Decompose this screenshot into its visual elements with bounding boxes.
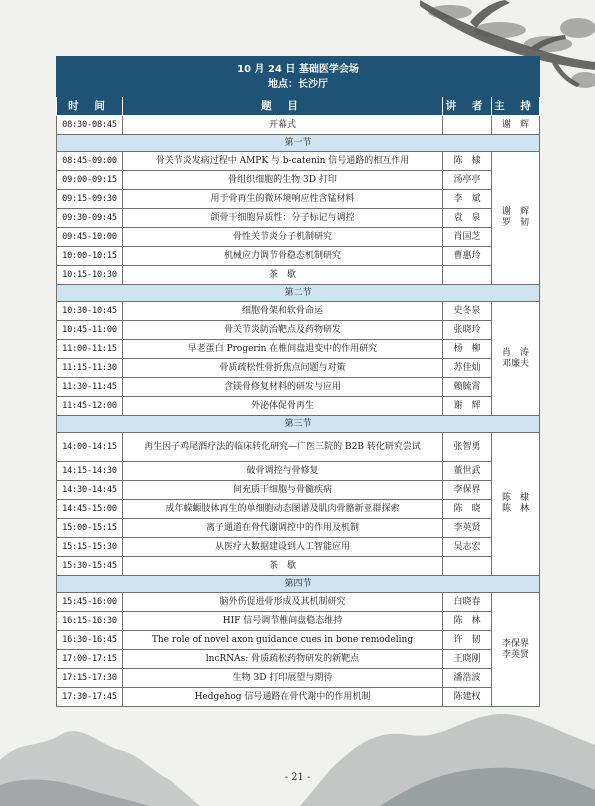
session-speaker: 苏佳灿 [443, 359, 492, 378]
session-time: 14:00-14:15 [57, 433, 123, 462]
session-row [57, 688, 540, 707]
session-row [57, 519, 540, 538]
session-speaker: 许 韧 [443, 631, 492, 650]
section-header-row [57, 285, 540, 302]
session-speaker: 陈 棣 [443, 152, 492, 171]
session-topic: 骨关节炎发病过程中 AMPK 与 b-catenin 信号通路的相互作用 [123, 152, 443, 171]
session-speaker: 陈 晓 [443, 500, 492, 519]
session-time: 15:45-16:00 [57, 593, 123, 612]
section-header-row [57, 135, 540, 152]
opening-time: 08:30-08:45 [57, 116, 123, 135]
session-speaker: 陈建权 [443, 688, 492, 707]
section-title: 第四节 [57, 576, 540, 593]
session-speaker: 赖毓霄 [443, 378, 492, 397]
section-host: 陈 棣 陈 林 [492, 433, 540, 576]
session-time: 08:45-09:00 [57, 152, 123, 171]
session-row [57, 462, 540, 481]
session-topic: The role of novel axon guidance cues in bone remodeling [123, 631, 443, 650]
session-speaker: 杨 柳 [443, 340, 492, 359]
section-header-row [57, 576, 540, 593]
session-time: 16:15-16:30 [57, 612, 123, 631]
session-row [57, 612, 540, 631]
session-topic: 早老蛋白 Progerin 在椎间盘退变中的作用研究 [123, 340, 443, 359]
session-row [57, 228, 540, 247]
section-host: 谢 辉 罗 韧 [492, 152, 540, 285]
session-time: 17:30-17:45 [57, 688, 123, 707]
session-speaker: 董世武 [443, 462, 492, 481]
session-speaker: 潘浩波 [443, 669, 492, 688]
session-row [57, 669, 540, 688]
session-topic: 茶 歇 [123, 266, 443, 285]
session-time: 10:45-11:00 [57, 321, 123, 340]
col-header-host: 主 持 [492, 97, 540, 116]
session-topic: 骨质疏松性骨折焦点问题与对策 [123, 359, 443, 378]
session-speaker: 张晓玲 [443, 321, 492, 340]
col-header-time: 时 间 [57, 97, 123, 116]
section-title: 第一节 [57, 135, 540, 152]
session-time: 09:15-09:30 [57, 190, 123, 209]
section-title: 第三节 [57, 416, 540, 433]
session-topic: 茶 歇 [123, 557, 443, 576]
session-speaker: 李保界 [443, 481, 492, 500]
session-time: 10:15-10:30 [57, 266, 123, 285]
session-row [57, 378, 540, 397]
session-row [57, 481, 540, 500]
session-topic: 细胞骨架和软骨命运 [123, 302, 443, 321]
session-topic: 离子通道在骨代谢调控中的作用及机制 [123, 519, 443, 538]
session-speaker: 谢 辉 [443, 397, 492, 416]
page-number: - 21 - [284, 772, 311, 783]
opening-row [57, 116, 540, 135]
session-time: 11:00-11:15 [57, 340, 123, 359]
section-title: 第二节 [57, 285, 540, 302]
section-host: 肖 涛 邓廉夫 [492, 302, 540, 416]
session-topic: HIF 信号调节椎间盘稳态维持 [123, 612, 443, 631]
session-time: 14:45-15:00 [57, 500, 123, 519]
session-topic: 颌骨干细胞异质性：分子标记与调控 [123, 209, 443, 228]
session-row [57, 631, 540, 650]
session-topic: lncRNAs: 骨质疏松药物研发的新靶点 [123, 650, 443, 669]
opening-host: 谢 辉 [492, 116, 540, 135]
col-header-speaker: 讲 者 [443, 97, 492, 116]
session-speaker: 袁 泉 [443, 209, 492, 228]
session-topic: 生物 3D 打印展望与期待 [123, 669, 443, 688]
session-speaker: 肖国芝 [443, 228, 492, 247]
session-time: 15:30-15:45 [57, 557, 123, 576]
session-time: 09:00-09:15 [57, 171, 123, 190]
session-topic: 成年蝾螈肢体再生的单细胞动态图谱及肌肉骨骼新亚群探索 [123, 500, 443, 519]
session-topic: 骨关节炎防治靶点及药物研发 [123, 321, 443, 340]
session-topic: 破骨调控与骨修复 [123, 462, 443, 481]
session-time: 15:15-15:30 [57, 538, 123, 557]
session-row [57, 209, 540, 228]
column-header-row [57, 97, 540, 116]
session-row [57, 500, 540, 519]
session-speaker: 白晓春 [443, 593, 492, 612]
date-venue-title: 10 月 24 日 基础医学会场 [237, 63, 359, 75]
session-time: 11:30-11:45 [57, 378, 123, 397]
section-header-row [57, 416, 540, 433]
session-topic: 骨组织细胞的生物 3D 打印 [123, 171, 443, 190]
session-topic: Hedgehog 信号通路在骨代谢中的作用机制 [123, 688, 443, 707]
location-title: 地点：长沙厅 [268, 78, 328, 90]
session-row [57, 593, 540, 612]
session-row [57, 171, 540, 190]
session-time: 10:00-10:15 [57, 247, 123, 266]
session-topic: 间充质干细胞与骨髓疾病 [123, 481, 443, 500]
session-speaker: 王晓刚 [443, 650, 492, 669]
session-time: 14:15-14:30 [57, 462, 123, 481]
session-topic: 脑外伤促进骨形成及其机制研究 [123, 593, 443, 612]
session-time: 14:30-14:45 [57, 481, 123, 500]
session-speaker: 陈 林 [443, 612, 492, 631]
session-time: 17:00-17:15 [57, 650, 123, 669]
session-speaker: 史冬泉 [443, 302, 492, 321]
session-row [57, 433, 540, 462]
session-row [57, 152, 540, 171]
session-time: 16:30-16:45 [57, 631, 123, 650]
session-row [57, 266, 540, 285]
session-topic: 从医疗大数据建设到人工智能应用 [123, 538, 443, 557]
session-row [57, 321, 540, 340]
session-row [57, 359, 540, 378]
session-time: 11:45-12:00 [57, 397, 123, 416]
session-speaker [443, 557, 492, 576]
session-speaker: 李 斌 [443, 190, 492, 209]
session-time: 10:30-10:45 [57, 302, 123, 321]
session-row [57, 538, 540, 557]
col-header-topic: 题 目 [123, 97, 443, 116]
session-speaker [443, 266, 492, 285]
session-speaker: 吴志宏 [443, 538, 492, 557]
session-time: 09:30-09:45 [57, 209, 123, 228]
session-topic: 再生因子鸡尾酒疗法的临床转化研究—广医三院的 B2B 转化研究尝试 [123, 433, 443, 462]
opening-speaker [443, 116, 492, 135]
session-time: 17:15-17:30 [57, 669, 123, 688]
schedule-table [56, 56, 540, 707]
session-time: 09:45-10:00 [57, 228, 123, 247]
schedule-title [57, 57, 540, 97]
session-speaker: 曹惠玲 [443, 247, 492, 266]
session-topic: 外泌体促骨再生 [123, 397, 443, 416]
session-topic: 用于骨再生的微环境响应性含锰材料 [123, 190, 443, 209]
opening-topic: 开幕式 [123, 116, 443, 135]
session-topic: 机械应力调节骨稳态机制研究 [123, 247, 443, 266]
session-row [57, 302, 540, 321]
session-row [57, 190, 540, 209]
session-speaker: 张智勇 [443, 433, 492, 462]
session-time: 15:00-15:15 [57, 519, 123, 538]
session-topic: 含镁骨修复材料的研发与应用 [123, 378, 443, 397]
session-row [57, 247, 540, 266]
session-time: 11:15-11:30 [57, 359, 123, 378]
schedule-title-row [57, 57, 540, 97]
session-row [57, 650, 540, 669]
session-row [57, 340, 540, 359]
session-topic: 骨性关节炎分子机制研究 [123, 228, 443, 247]
session-row [57, 557, 540, 576]
session-speaker: 汤亭亭 [443, 171, 492, 190]
session-speaker: 李英贤 [443, 519, 492, 538]
session-row [57, 397, 540, 416]
section-host: 李保界 李英贤 [492, 593, 540, 707]
ink-mountains-decoration [0, 714, 595, 806]
